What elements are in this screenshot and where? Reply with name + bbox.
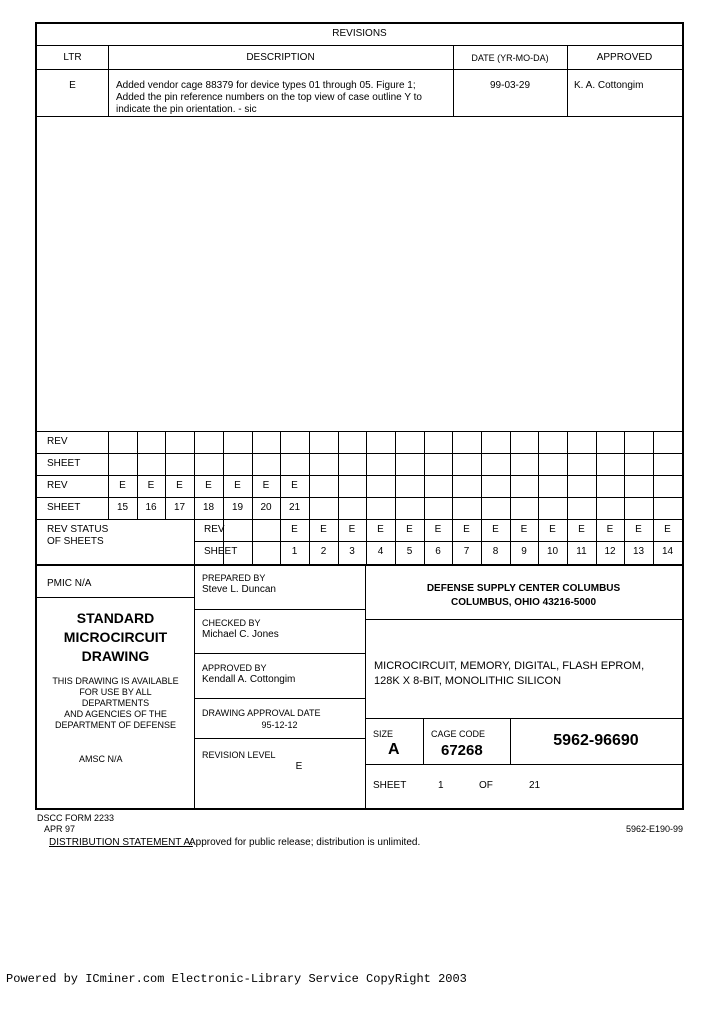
status-sheet-cell: 6 bbox=[435, 546, 441, 557]
grid-rev-label-2: REV bbox=[47, 480, 68, 491]
approved-by-label: APPROVED BY bbox=[202, 663, 267, 673]
checked-by-label: CHECKED BY bbox=[202, 618, 261, 628]
status-sheet-cell: 1 bbox=[291, 546, 298, 557]
status-rev-cell: E bbox=[320, 524, 327, 535]
rev-row-desc-line-3: indicate the pin orientation. - sic bbox=[116, 104, 257, 115]
drawing-title-line-2: 128K X 8-BIT, MONOLITHIC SILICON bbox=[374, 675, 562, 687]
distribution-text: Approved for public release; distribution is unlimited. bbox=[189, 837, 421, 848]
status-rev-cell: E bbox=[635, 524, 642, 535]
grid-sheet-cell: 17 bbox=[173, 502, 186, 513]
status-sheet-label: SHEET bbox=[204, 546, 238, 557]
dscc-address: COLUMBUS, OHIO 43216-5000 bbox=[450, 597, 597, 608]
rev-row-approved: K. A. Cottongim bbox=[574, 80, 644, 91]
drawing-title-line-1: MICROCIRCUIT, MEMORY, DIGITAL, FLASH EPROM, bbox=[374, 660, 645, 672]
sheet-of-label: OF bbox=[479, 780, 493, 791]
cage-code-value: 67268 bbox=[441, 742, 483, 759]
sheet-number: 1 bbox=[438, 780, 444, 791]
grid-sheet-cell: 21 bbox=[288, 502, 301, 513]
rev-status-label-2: OF SHEETS bbox=[47, 536, 104, 547]
revision-level: E bbox=[295, 761, 303, 772]
grid-rev-cell: E bbox=[205, 480, 212, 491]
header-date: DATE (YR-MO-DA) bbox=[471, 53, 549, 63]
status-rev-cell: E bbox=[406, 524, 413, 535]
amsc-label: AMSC N/A bbox=[79, 754, 123, 764]
status-sheet-cell: 12 bbox=[604, 546, 616, 557]
form-date: APR 97 bbox=[44, 824, 76, 834]
grid-sheet-cell: 16 bbox=[145, 502, 157, 513]
status-sheet-cell: 2 bbox=[320, 546, 327, 557]
revision-level-label: REVISION LEVEL bbox=[202, 750, 276, 760]
standard-line-1: STANDARD bbox=[76, 610, 155, 626]
rev-row-desc-line-2: Added the pin reference numbers on the top view of case outline Y to bbox=[116, 92, 422, 103]
prepared-by-label: PREPARED BY bbox=[202, 573, 266, 583]
grid-sheet-cell: 18 bbox=[202, 502, 215, 513]
rev-row-date: 99-03-29 bbox=[489, 80, 531, 91]
checked-by-name: Michael C. Jones bbox=[202, 629, 279, 640]
status-sheet-cell: 13 bbox=[632, 546, 645, 557]
grid-rev-cell: E bbox=[291, 480, 298, 491]
grid-sheet-cell: 19 bbox=[231, 502, 244, 513]
status-rev-cell: E bbox=[578, 524, 585, 535]
grid-rev-cell: E bbox=[262, 480, 270, 491]
pmic-label: PMIC N/A bbox=[47, 578, 92, 589]
status-rev-cell: E bbox=[664, 524, 671, 535]
status-rev-cell: E bbox=[549, 524, 556, 535]
status-rev-cell: E bbox=[520, 524, 528, 535]
approval-date: 95-12-12 bbox=[261, 720, 298, 730]
grid-sheet-label-1: SHEET bbox=[47, 458, 81, 469]
rev-row-ltr: E bbox=[69, 80, 76, 91]
status-rev-cell: E bbox=[348, 524, 356, 535]
header-approved: APPROVED bbox=[596, 52, 653, 63]
form-code: 5962-E190-99 bbox=[626, 824, 684, 834]
availability-line-1: THIS DRAWING IS AVAILABLE bbox=[52, 676, 179, 686]
status-rev-label: REV bbox=[204, 524, 225, 535]
status-rev-cell: E bbox=[606, 524, 614, 535]
grid-rev-cell: E bbox=[147, 480, 155, 491]
status-sheet-cell: 5 bbox=[406, 546, 413, 557]
status-rev-cell: E bbox=[463, 524, 470, 535]
grid-sheet-cell: 15 bbox=[116, 502, 129, 513]
dscc-name: DEFENSE SUPPLY CENTER COLUMBUS bbox=[426, 583, 621, 594]
form-number: DSCC FORM 2233 bbox=[37, 813, 115, 823]
size-label: SIZE bbox=[373, 729, 394, 739]
grid-rev-cell: E bbox=[176, 480, 183, 491]
sheet-label: SHEET bbox=[373, 780, 407, 791]
rev-status-label-1: REV STATUS bbox=[47, 524, 109, 535]
availability-line-3: DEPARTMENTS bbox=[81, 698, 150, 708]
availability-line-2: FOR USE BY ALL bbox=[79, 687, 152, 697]
sheet-total: 21 bbox=[529, 780, 541, 791]
status-rev-cell: E bbox=[377, 524, 384, 535]
standard-line-3: DRAWING bbox=[81, 648, 150, 664]
status-rev-cell: E bbox=[492, 524, 499, 535]
status-sheet-cell: 3 bbox=[349, 546, 355, 557]
grid-rev-cell: E bbox=[234, 480, 241, 491]
grid-sheet-cell: 20 bbox=[260, 502, 272, 513]
status-sheet-cell: 11 bbox=[576, 546, 587, 557]
standard-line-2: MICROCIRCUIT bbox=[63, 629, 168, 645]
size-value: A bbox=[388, 741, 400, 758]
status-sheet-cell: 9 bbox=[521, 546, 527, 557]
revisions-title: REVISIONS bbox=[332, 28, 387, 39]
status-sheet-cell: 7 bbox=[463, 546, 470, 557]
cage-code-label: CAGE CODE bbox=[431, 729, 486, 739]
availability-line-4: AND AGENCIES OF THE bbox=[64, 709, 167, 719]
availability-line-5: DEPARTMENT OF DEFENSE bbox=[54, 720, 177, 730]
header-ltr: LTR bbox=[63, 52, 82, 63]
approval-date-label: DRAWING APPROVAL DATE bbox=[202, 708, 321, 718]
prepared-by-name: Steve L. Duncan bbox=[202, 584, 276, 595]
grid-sheet-label-2: SHEET bbox=[47, 502, 81, 513]
grid-rev-label-1: REV bbox=[47, 436, 68, 447]
rev-row-desc-line-1: Added vendor cage 88379 for device types 01 through 05. Figure 1; bbox=[116, 80, 416, 91]
status-sheet-cell: 14 bbox=[661, 546, 674, 557]
distribution-label: DISTRIBUTION STATEMENT A. bbox=[49, 837, 193, 848]
approved-by-name: Kendall A. Cottongim bbox=[202, 674, 296, 685]
status-rev-cell: E bbox=[291, 524, 298, 535]
header-description: DESCRIPTION bbox=[246, 52, 315, 63]
status-sheet-cell: 8 bbox=[492, 546, 499, 557]
drawing-number: 5962-96690 bbox=[553, 732, 639, 749]
status-rev-cell: E bbox=[434, 524, 442, 535]
status-sheet-cell: 4 bbox=[377, 546, 384, 557]
watermark-text: Powered by ICminer.com Electronic-Library Service CopyRight 2003 bbox=[6, 972, 467, 986]
status-sheet-cell: 10 bbox=[546, 546, 559, 557]
grid-rev-cell: E bbox=[119, 480, 126, 491]
